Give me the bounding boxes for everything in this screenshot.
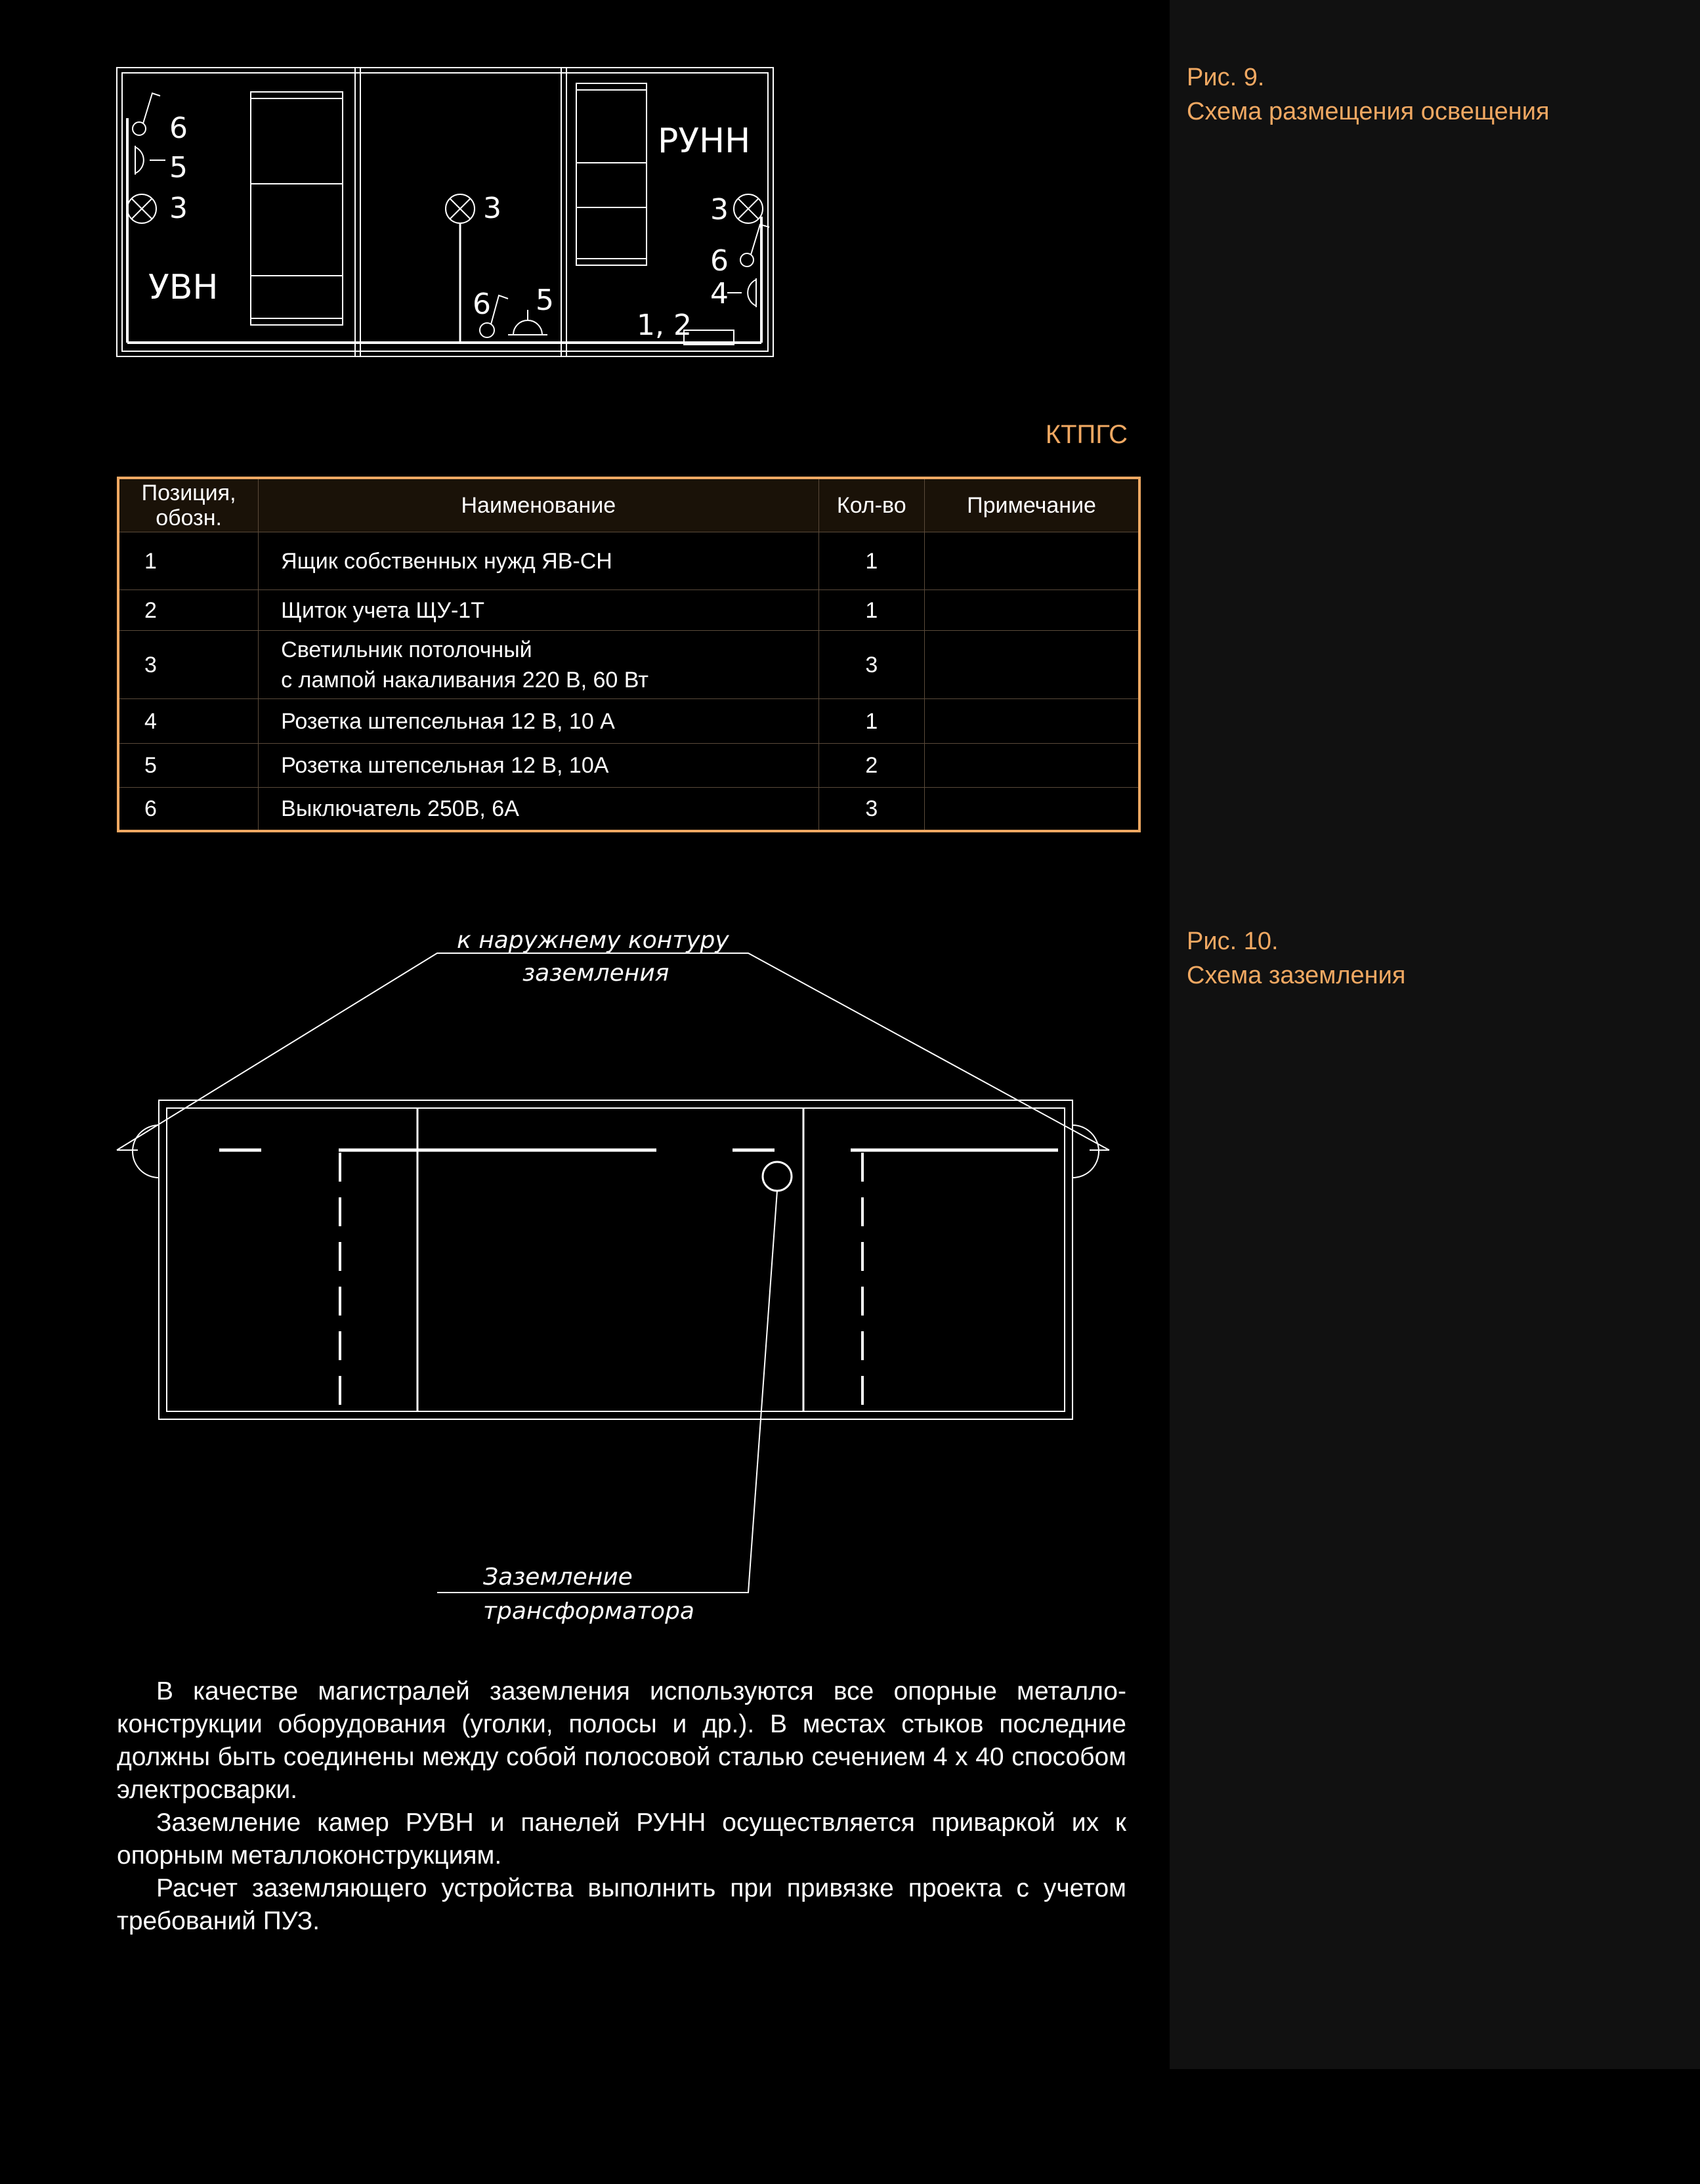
label-external-contour: заземления: [522, 960, 669, 987]
col-header-qty: Кол-во: [818, 478, 925, 532]
cell-name: Розетка штепсельная 12 В, 10А: [259, 744, 818, 788]
label-transformer-ground: Заземление: [483, 1564, 633, 1591]
mark: 6: [169, 112, 188, 145]
col-header-name: Наименование: [259, 478, 818, 532]
figure-number: Рис. 10.: [1187, 928, 1279, 955]
room-label-runn: РУНН: [658, 121, 751, 161]
figure-number: Рис. 9.: [1187, 64, 1265, 91]
cell-qty: 1: [818, 699, 925, 744]
mark: 4: [710, 277, 729, 310]
label-external-contour: к наружнему контуру: [457, 927, 729, 954]
table-title: КТПГС: [1045, 420, 1128, 449]
name-line: с лампой накаливания 220 В, 60 Вт: [281, 667, 648, 693]
figure-9-caption: [1187, 60, 1550, 129]
mark: 5: [169, 151, 188, 184]
figure-title: Схема заземления: [1187, 962, 1406, 989]
mark: 6: [473, 288, 491, 321]
figure-title: Схема размещения освещения: [1187, 98, 1550, 125]
body-text: [117, 1675, 1126, 1938]
mark: 3: [710, 193, 729, 226]
cell-name: Щиток учета ЩУ-1Т: [259, 590, 818, 631]
room-label-uvn: УВН: [148, 268, 219, 307]
cell-pos: 3: [118, 631, 259, 699]
cell-pos: 1: [118, 532, 259, 590]
inner-frame: [167, 1108, 1065, 1411]
cell-name: Ящик собственных нужд ЯВ-СН: [259, 532, 818, 590]
header-line: Позиция,: [141, 481, 236, 505]
right-margin-panel: [1170, 0, 1700, 2069]
cell-qty: 2: [818, 744, 925, 788]
cell-name: Выключатель 250В, 6А: [259, 788, 818, 831]
paragraph: Заземление камер РУВН и панелей РУНН осуществляется приваркой их к опорным металлоконструкциям.: [117, 1809, 1126, 1870]
name-line: Светильник потолочный: [281, 637, 532, 662]
cell-pos: 6: [118, 788, 259, 831]
mark: 6: [710, 244, 729, 278]
label-transformer-ground: трансформатора: [483, 1598, 694, 1625]
mark: 1, 2: [637, 309, 692, 342]
cell-name: Розетка штепсельная 12 В, 10 А: [259, 699, 818, 744]
cell-qty: 1: [818, 590, 925, 631]
cell-pos: 5: [118, 744, 259, 788]
cell-qty: 3: [818, 788, 925, 831]
paragraph: Расчет заземляющего устройства выполнить при привязке проекта с учетом требований ПУЗ.: [117, 1874, 1126, 1935]
col-header-note: Примечание: [925, 478, 1139, 532]
cell-qty: 3: [818, 631, 925, 699]
mark: 3: [169, 192, 188, 225]
cell-qty: 1: [818, 532, 925, 590]
cell-pos: 2: [118, 590, 259, 631]
paragraph: В качестве магистралей заземления используются все опорные металлоконструкции оборудования (уголки, полосы и др.). В местах стыков последние должны быть соединены между собой полосовой сталью сечением 4 х 40 способом электросварки.: [117, 1677, 1126, 1804]
mark: 3: [483, 192, 501, 225]
leader-line-transformer: [437, 1191, 777, 1593]
mark: 5: [536, 284, 554, 317]
header-line: обозн.: [156, 505, 222, 530]
cell-pos: 4: [118, 699, 259, 744]
outer-frame: [159, 1100, 1073, 1419]
figure-10-caption: [1187, 924, 1405, 993]
ground-lug-right: [1073, 1125, 1099, 1178]
transformer-ground-point-icon: [763, 1162, 792, 1191]
